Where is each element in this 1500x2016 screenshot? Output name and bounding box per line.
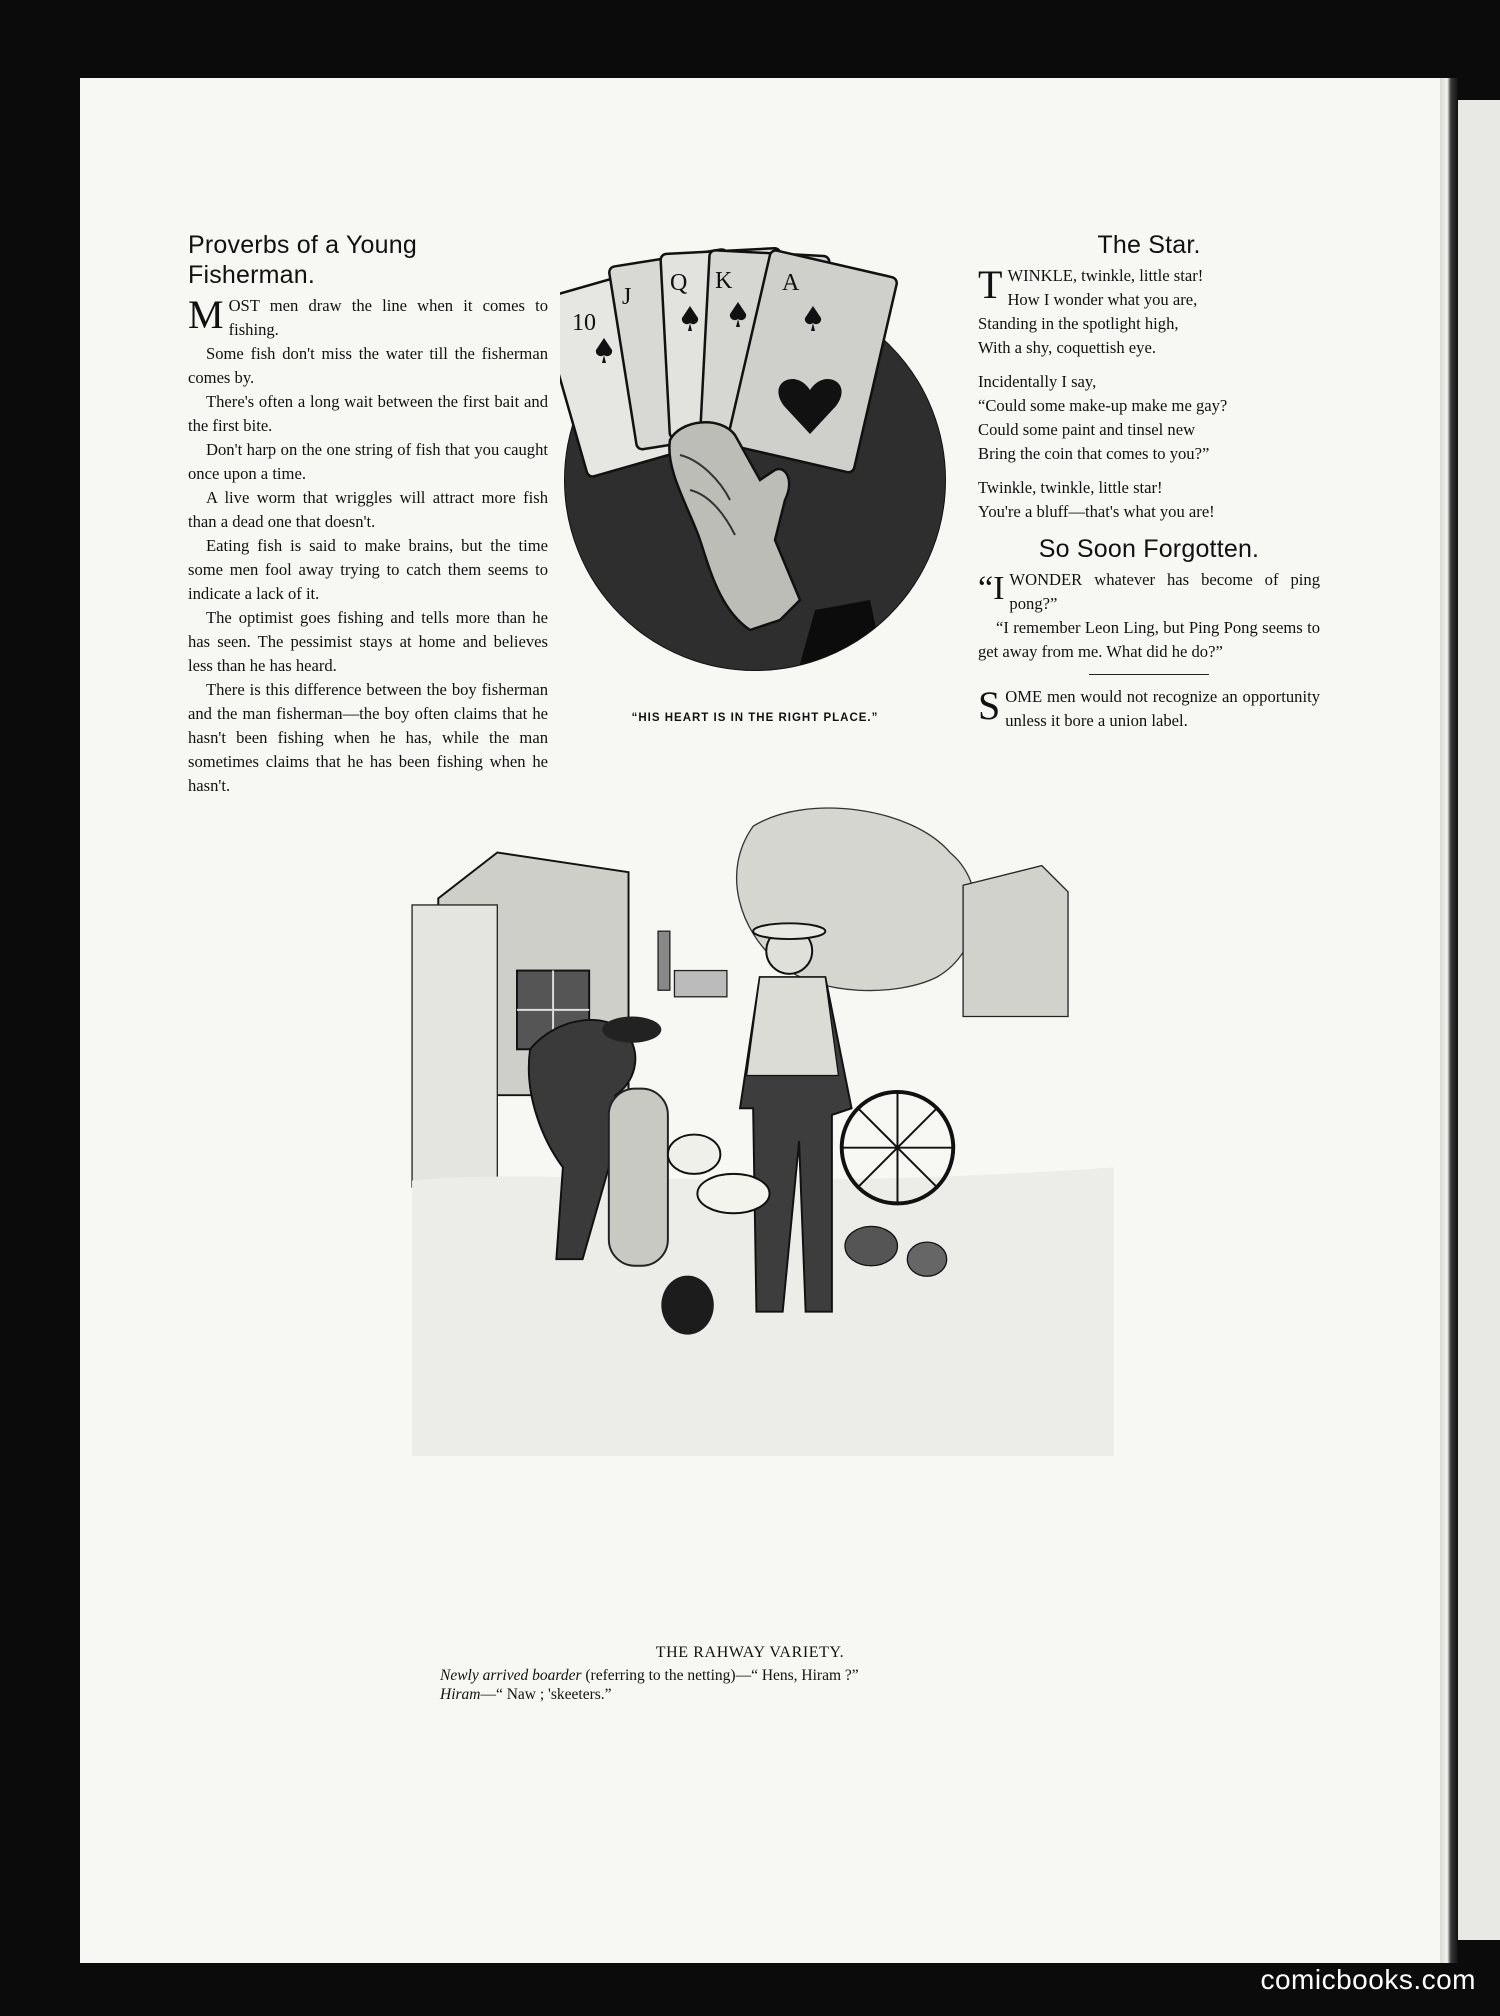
- page-gutter: [1440, 78, 1458, 1963]
- section-divider: [1089, 674, 1209, 675]
- boarder-speaker: Newly arrived boarder: [440, 1667, 582, 1684]
- farmer-hat: [602, 1016, 661, 1042]
- cartoon-title: THE RAHWAY VARIETY.: [655, 1644, 845, 1661]
- proverb-7: The optimist goes fishing and tells more than he has seen. The pessimist stays at home and believes less than he has heard.: [188, 608, 548, 675]
- proverb-6: Eating fish is said to make brains, but the time some men fool away trying to catch them seems to indicate a lack of it.: [188, 536, 548, 603]
- forgotten-title: So Soon Forgotten.: [1038, 535, 1260, 563]
- forgotten-dropcap: “I: [978, 570, 1005, 607]
- site-watermark: comicbooks.com: [1260, 1964, 1476, 1995]
- card-hand-illustration: [560, 240, 950, 692]
- boarder-straw-hat: [753, 923, 825, 939]
- card-queen-label: Q: [670, 270, 688, 296]
- hiram-dialogue: —“ Naw ; 'skeeters.”: [480, 1686, 612, 1703]
- star-poem: [978, 230, 1320, 733]
- forgotten-p1: WONDER whatever has become of ping pong?”: [1009, 570, 1320, 613]
- hen-2: [907, 1242, 946, 1276]
- star-line-6: “Could some make-up make me gay?: [978, 396, 1228, 415]
- cartoon-line-1: [440, 1666, 1060, 1685]
- proverb-5: A live worm that wriggles will attract more fish than a dead one that doesn't.: [188, 488, 548, 531]
- hiram-speaker: Hiram: [440, 1686, 481, 1703]
- farmyard-cartoon: [228, 800, 1298, 1620]
- distant-house: [674, 971, 726, 997]
- proverb-4: Don't harp on the one string of fish that you caught once upon a time.: [188, 440, 548, 483]
- rooster: [661, 1276, 713, 1335]
- star-line-2: How I wonder what you are,: [1007, 290, 1198, 309]
- star-title: The Star.: [1097, 231, 1201, 259]
- proverb-3: There's often a long wait between the first bait and the first bite.: [188, 392, 548, 435]
- card-ace-label: A: [782, 270, 800, 296]
- star-line-10: You're a bluff—that's what you are!: [978, 502, 1215, 521]
- proverbs-column: [188, 230, 548, 798]
- hen-1: [845, 1226, 897, 1265]
- star-dropcap: T: [978, 262, 1003, 307]
- proverb-2: Some fish don't miss the water till the fisherman comes by.: [188, 344, 548, 387]
- star-line-4: With a shy, coquettish eye.: [978, 338, 1156, 357]
- opportunity-dropcap: S: [978, 683, 1001, 728]
- next-page-edge: [1458, 100, 1500, 1940]
- star-line-8: Bring the coin that comes to you?”: [978, 444, 1210, 463]
- proverb-1: OST men draw the line when it comes to fishing.: [228, 296, 548, 339]
- forgotten-p2: “I remember Leon Ling, but Ping Pong seems to get away from me. What did he do?”: [978, 618, 1320, 661]
- card-ten-label: 10: [572, 310, 596, 336]
- boarder-dialogue: (referring to the netting)—“ Hens, Hiram ?”: [581, 1667, 859, 1684]
- dog: [668, 1135, 720, 1174]
- star-line-1: WINKLE, twinkle, little star!: [1007, 266, 1204, 285]
- goose: [697, 1174, 769, 1213]
- star-line-9: Twinkle, twinkle, little star!: [978, 478, 1163, 497]
- water-tower: [658, 931, 670, 990]
- netting-roll: [609, 1089, 668, 1266]
- chicken-wire-fence: [412, 905, 497, 1187]
- star-line-5: Incidentally I say,: [978, 372, 1097, 391]
- proverbs-title: Proverbs of a Young Fisherman.: [188, 231, 417, 289]
- cartoon-line-2: [440, 1685, 1060, 1704]
- barn: [963, 866, 1068, 1017]
- star-line-7: Could some paint and tinsel new: [978, 420, 1196, 439]
- proverb-8: There is this difference between the boy fisherman and the man fisherman—the boy often claims that he hasn't been fishing when he has, while the man sometimes claims that he has been fishing when he hasn't.: [188, 680, 548, 795]
- opportunity-text: OME men would not recognize an opportunity unless it bore a union label.: [1005, 687, 1320, 730]
- card-jack-label: J: [622, 284, 632, 310]
- proverbs-dropcap: M: [188, 292, 224, 337]
- card-king-label: K: [715, 268, 733, 294]
- star-line-3: Standing in the spotlight high,: [978, 314, 1179, 333]
- card-caption: “HIS HEART IS IN THE RIGHT PLACE.”: [631, 712, 879, 724]
